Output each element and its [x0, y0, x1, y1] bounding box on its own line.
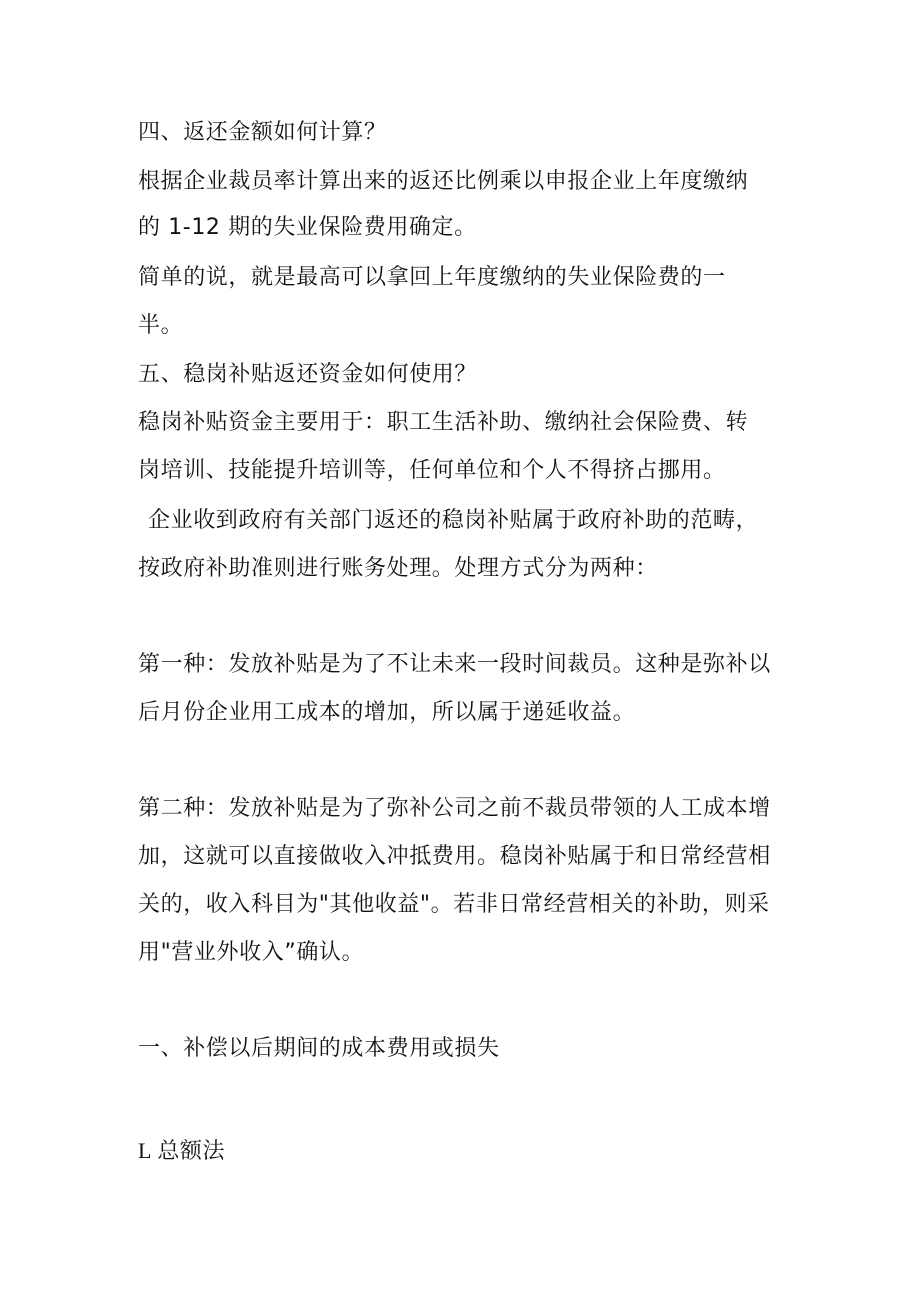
section-heading-5: 五、稳岗补贴返还资金如何使用？: [138, 362, 478, 387]
paragraph-line: 的 1-12 期的失业保险费用确定。: [138, 215, 477, 240]
paragraph-line: 根据企业裁员率计算出来的返还比例乘以申报企业上年度缴纳: [138, 169, 749, 194]
paragraph-line: 按政府补助准则进行账务处理。处理方式分为两种：: [138, 556, 658, 581]
paragraph-line: 关的，收入科目为"其他收益"。若非日常经营相关的补助，则采: [138, 892, 770, 917]
paragraph-line: 半。: [138, 313, 184, 338]
subsection-heading: 一、补偿以后期间的成本费用或损失: [138, 1036, 500, 1061]
section-heading-4: 四、返还金额如何计算？: [138, 120, 387, 145]
paragraph-line: 第二种：发放补贴是为了弥补公司之前不裁员带领的人工成本增: [138, 796, 771, 821]
method-heading: L 总额法: [138, 1138, 226, 1163]
paragraph-line: 用"营业外收入”确认。: [138, 940, 365, 965]
paragraph-line: 第一种：发放补贴是为了不让未来一段时间裁员。这种是弥补以: [138, 652, 771, 677]
paragraph-line: 加，这就可以直接做收入冲抵费用。稳岗补贴属于和日常经营相: [138, 844, 771, 869]
paragraph-line: 后月份企业用工成本的增加，所以属于递延收益。: [138, 700, 636, 725]
paragraph-line: 稳岗补贴资金主要用于：职工生活补助、缴纳社会保险费、转: [138, 410, 749, 435]
paragraph-line: 简单的说，就是最高可以拿回上年度缴纳的失业保险费的一: [138, 265, 726, 290]
paragraph-line: 岗培训、技能提升培训等，任何单位和个人不得挤占挪用。: [138, 458, 726, 483]
paragraph-line: 企业收到政府有关部门返还的稳岗补贴属于政府补助的范畴，: [148, 508, 759, 533]
